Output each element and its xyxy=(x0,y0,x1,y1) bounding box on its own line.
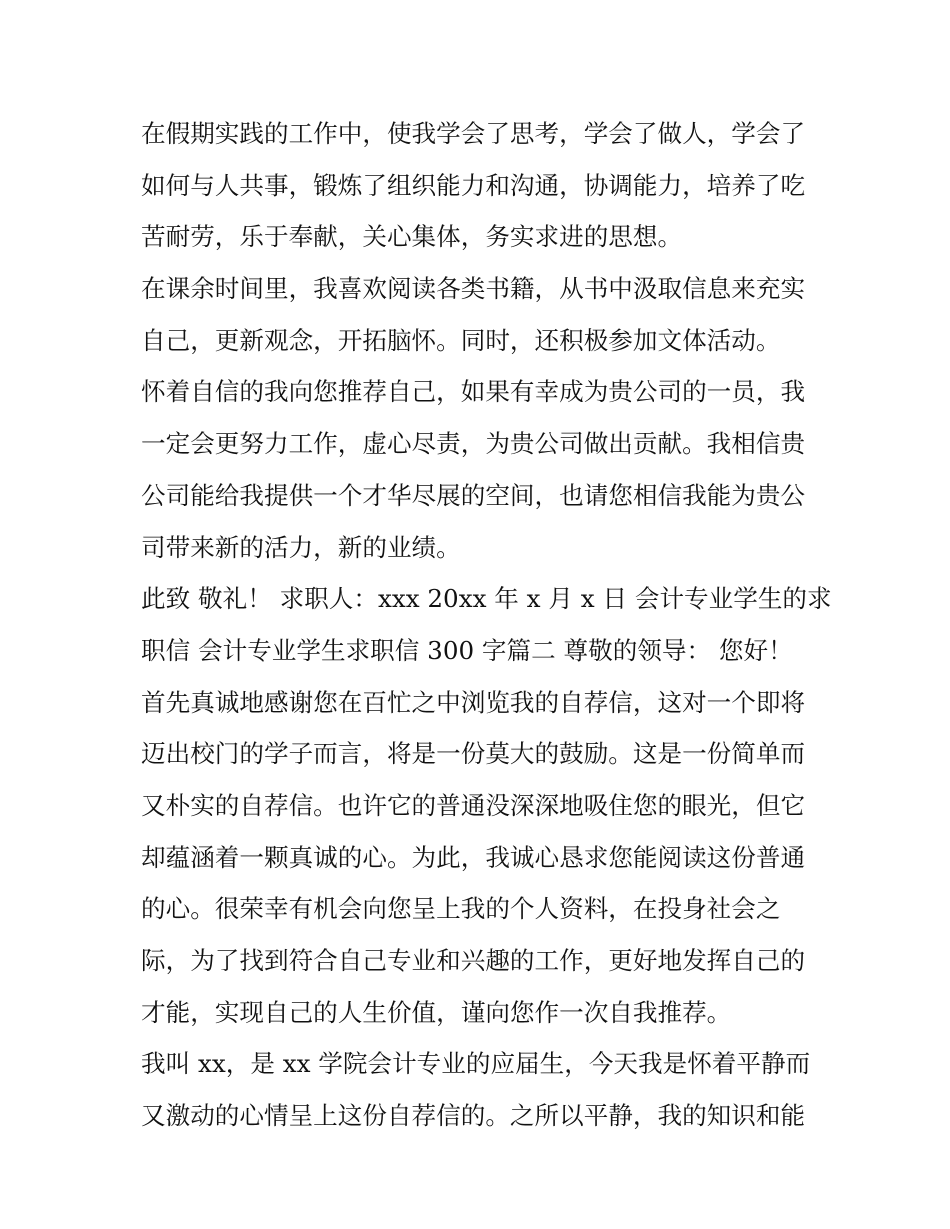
text-line: 在假期实践的工作中，使我学会了思考，学会了做人，学会了 xyxy=(141,119,806,148)
document-body xyxy=(141,108,832,1142)
text-line: 如何与人共事，锻炼了组织能力和沟通，协调能力，培养了吃 xyxy=(141,170,806,200)
text-line: 我叫 xx，是 xx 学院会计专业的应届生，今天我是怀着平静而 xyxy=(141,1049,811,1079)
text-line: 却蕴涵着一颗真诚的心。为此，我诚心恳求您能阅读这份普通 xyxy=(141,842,806,872)
text-line: 一定会更努力工作，虚心尽责，为贵公司做出贡献。我相信贵 xyxy=(141,429,806,459)
paragraph xyxy=(141,108,821,263)
paragraph xyxy=(141,366,821,573)
text-line: 在课余时间里，我喜欢阅读各类书籍，从书中汲取信息来充实 xyxy=(141,274,806,304)
paragraph xyxy=(141,677,821,1039)
text-line: 司带来新的活力，新的业绩。 xyxy=(141,532,461,562)
text-line: 苦耐劳，乐于奉献，关心集体，务实求进的思想。 xyxy=(141,222,683,252)
text-line: 又朴实的自荐信。也许它的普通没深深地吸住您的眼光，但它 xyxy=(141,790,806,820)
text-line: 又激动的心情呈上这份自荐信的。之所以平静，我的知识和能 xyxy=(141,1101,806,1131)
paragraph xyxy=(141,1038,821,1141)
text-line: 职信 会计专业学生求职信 300 字篇二 尊敬的领导： 您好！ xyxy=(141,635,793,665)
text-line: 怀着自信的我向您推荐自己，如果有幸成为贵公司的一员，我 xyxy=(141,377,806,407)
text-line: 自己，更新观念，开拓脑怀。同时，还积极参加文体活动。 xyxy=(141,325,781,355)
text-line: 此致 敬礼！ 求职人：xxx 20xx 年 x 月 x 日 会计专业学生的求 xyxy=(141,584,832,614)
text-line: 迈出校门的学子而言，将是一份莫大的鼓励。这是一份简单而 xyxy=(141,739,806,769)
paragraph xyxy=(141,263,821,366)
text-line: 际，为了找到符合自己专业和兴趣的工作，更好地发挥自己的 xyxy=(141,946,806,975)
text-line: 的心。很荣幸有机会向您呈上我的个人资料，在投身社会之 xyxy=(141,894,781,924)
text-line: 才能，实现自己的人生价值，谨向您作一次自我推荐。 xyxy=(141,997,732,1027)
paragraph xyxy=(141,573,832,676)
text-line: 公司能给我提供一个才华尽展的空间，也请您相信我能为贵公 xyxy=(141,480,806,510)
text-line: 首先真诚地感谢您在百忙之中浏览我的自荐信，这对一个即将 xyxy=(141,687,806,717)
